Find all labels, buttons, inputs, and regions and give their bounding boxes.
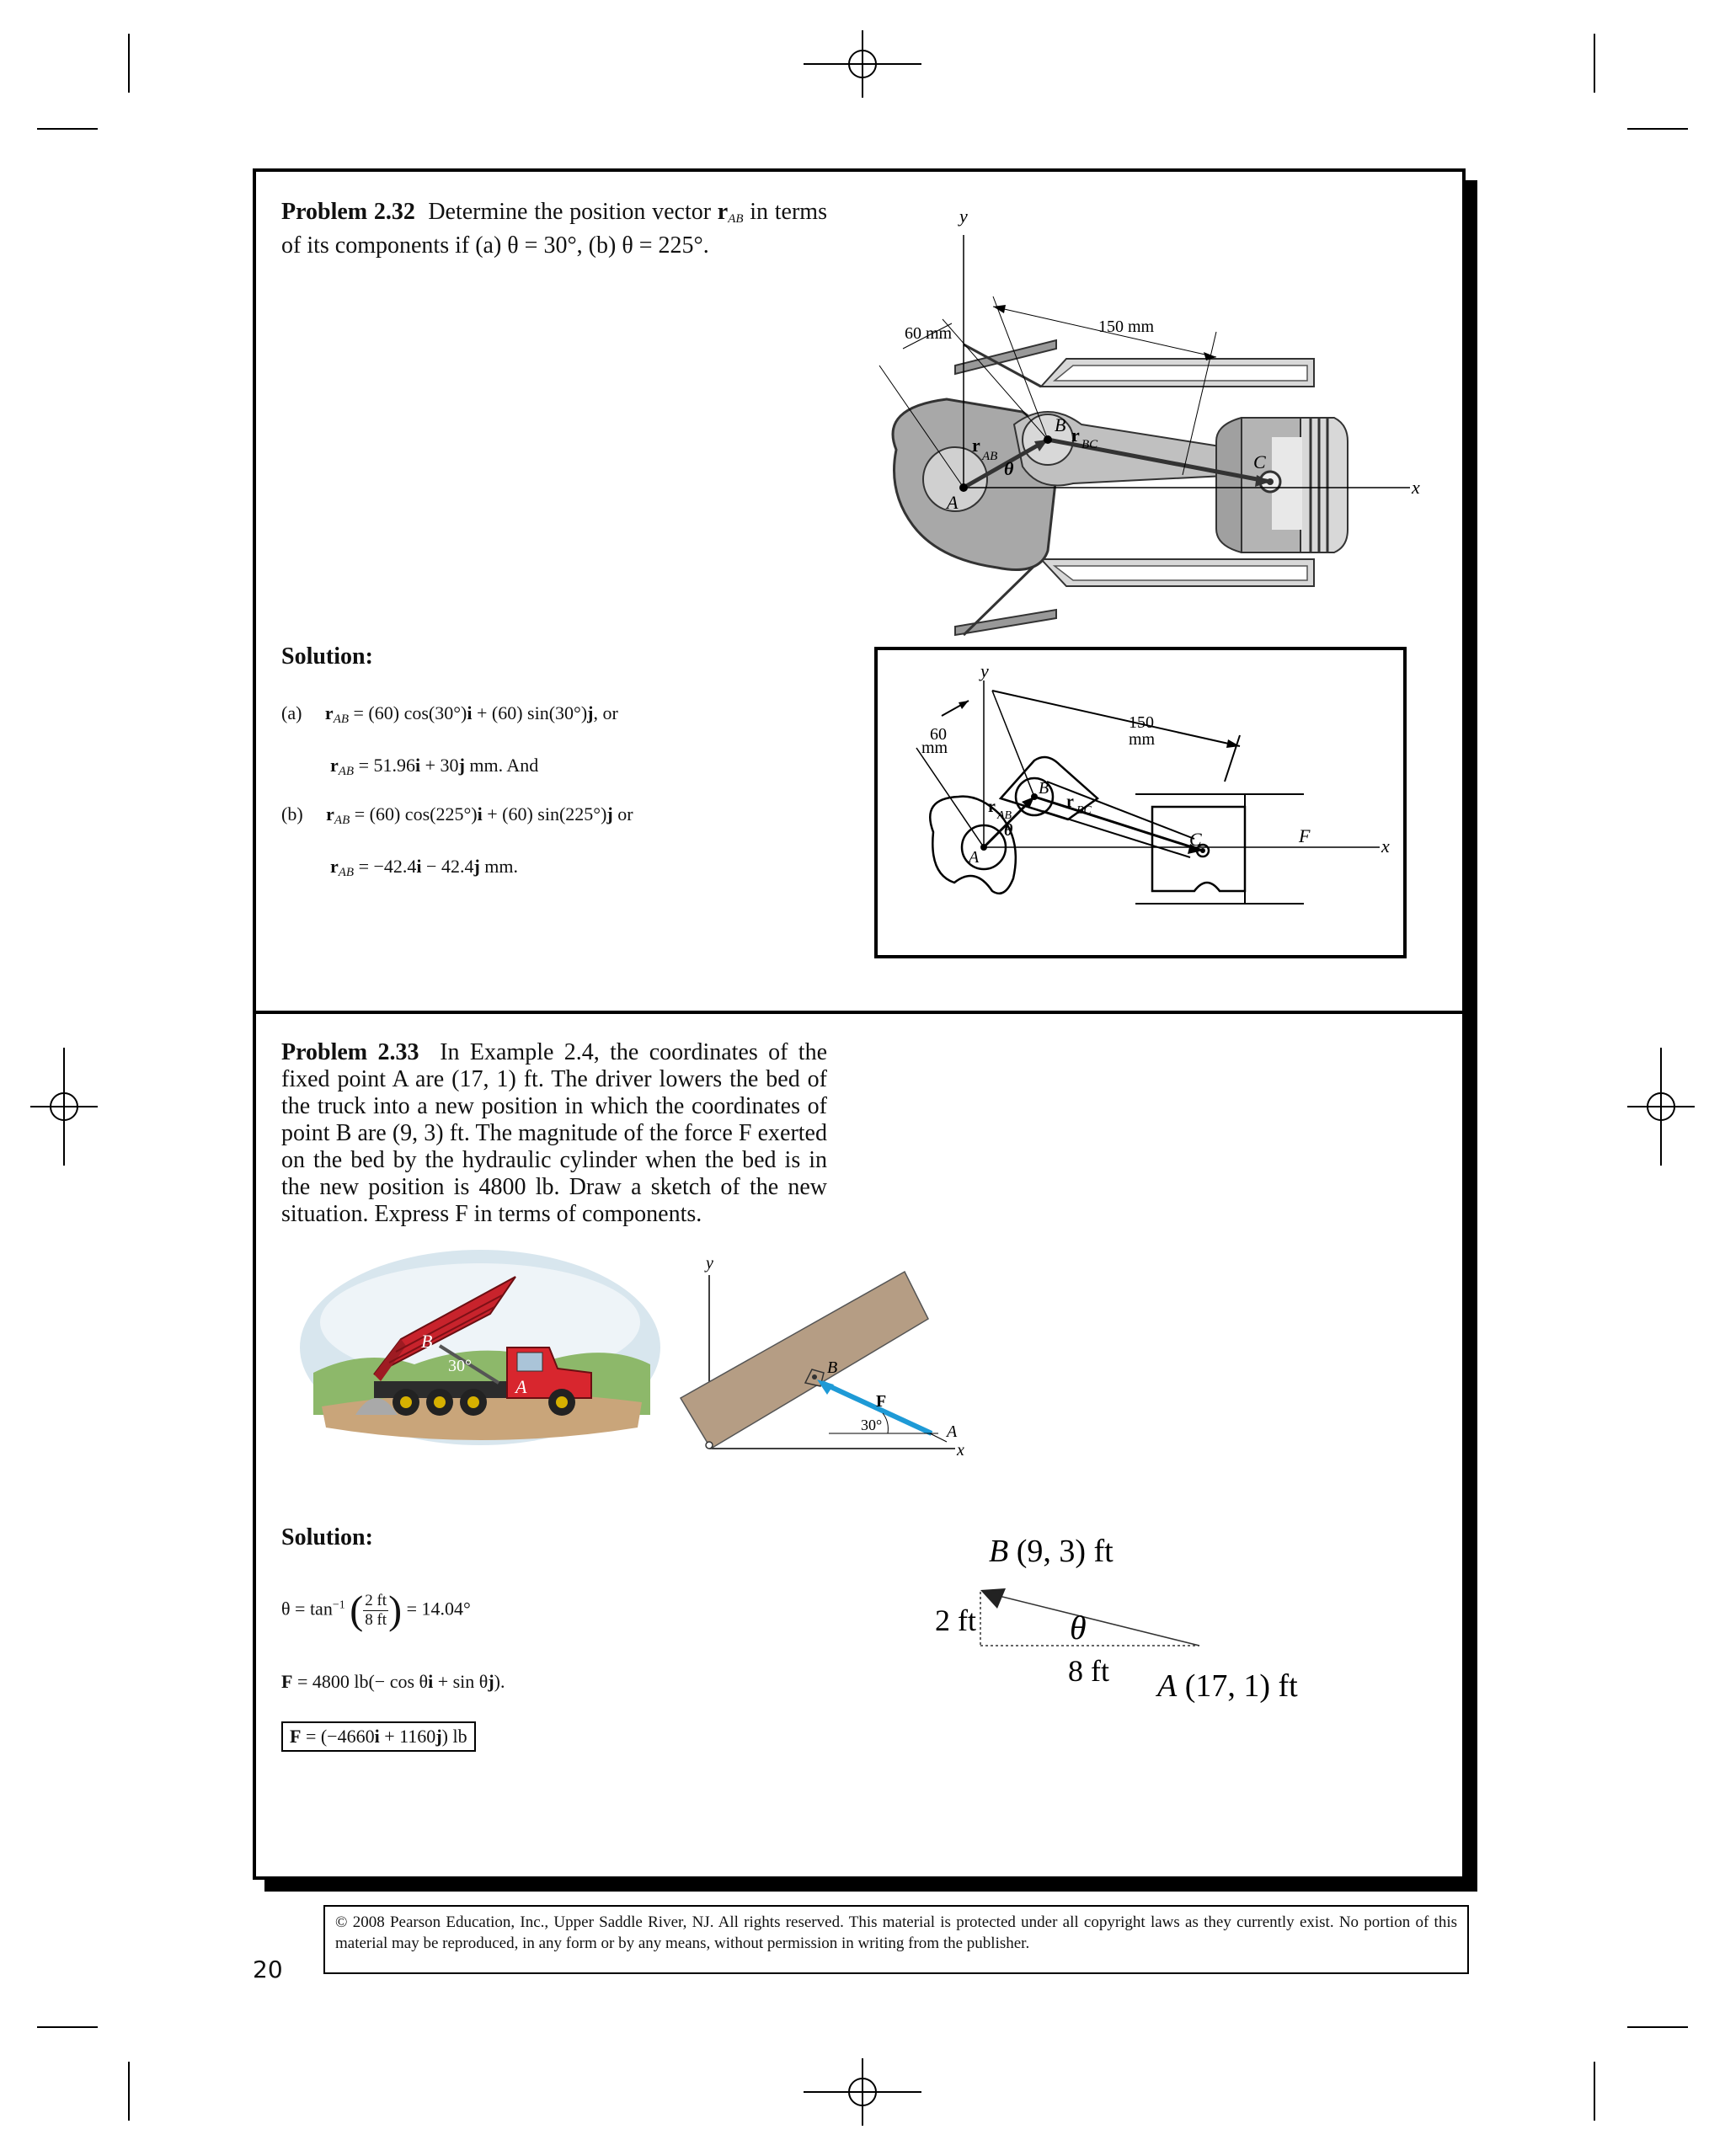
fig-label-rBC-sub: BC <box>1081 438 1098 451</box>
sketch-label-rBC-sub: BC <box>1076 804 1092 817</box>
horizontal-dimension-label: 8 ft <box>1068 1654 1109 1688</box>
sketch-label-A: A <box>969 848 980 867</box>
solution-b-line-2: $r_{AB} = -42.4i - 42.4j$ mm. <box>330 856 519 879</box>
diagram-label-y: y <box>706 1254 713 1273</box>
problem-label: Problem 2.32 <box>281 199 415 225</box>
problem-frame <box>253 168 1466 1880</box>
solution-a-line-2: $r_{AB} = 51.96i + 30j$ mm. And <box>330 755 539 778</box>
crop-mark <box>128 34 130 93</box>
final-answer-box: F = (−4660i + 1160j) lb <box>281 1721 476 1752</box>
fig-label-y: y <box>959 205 968 227</box>
sketch-label-60: 60 <box>930 725 947 744</box>
dump-truck-illustration <box>296 1246 664 1449</box>
crop-mark <box>1627 2026 1688 2028</box>
truck-label-angle: 30° <box>448 1357 472 1375</box>
crop-mark <box>1594 34 1595 93</box>
angle-theta-label: θ <box>1070 1609 1087 1646</box>
sketch-label-C: C <box>1189 829 1202 850</box>
solution-title: Solution: <box>281 643 373 670</box>
crop-mark <box>128 2062 130 2121</box>
sketch-label-x: x <box>1381 835 1390 857</box>
sketch-label-rAB: r <box>988 798 996 816</box>
point-B-label: B (9, 3) ft <box>989 1534 1114 1569</box>
problem-label: Problem 2.33 <box>281 1039 419 1065</box>
solution-force-equation: F = 4800 lb(− cos θi + sin θj). <box>281 1671 505 1692</box>
registration-mark-icon <box>30 1048 98 1166</box>
point-A-label: A (17, 1) ft <box>1157 1668 1298 1704</box>
problem-divider <box>256 1011 1462 1014</box>
crop-mark <box>1594 2062 1595 2121</box>
truck-label-B: B <box>421 1331 433 1352</box>
solution-theta-equation: $\theta = \tan^{-1}$ ( $\frac{2 ft}{8 ft}$ ) = 14.04° <box>281 1588 471 1633</box>
truck-label-A: A <box>515 1376 527 1397</box>
diagram-label-angle: 30° <box>861 1417 883 1433</box>
diagram-label-x: x <box>957 1441 964 1460</box>
crop-mark <box>1627 128 1688 130</box>
crop-mark <box>37 128 98 130</box>
fig-label-A: A <box>947 492 959 513</box>
solution-sketch-figure <box>874 647 1407 958</box>
fig-label-rBC: r <box>1071 424 1080 446</box>
fig-label-rAB: r <box>972 435 980 456</box>
diagram-label-F: F <box>876 1392 887 1411</box>
sketch-label-F: F <box>1299 825 1311 846</box>
sketch-label-y: y <box>980 660 989 681</box>
coordinate-sketch <box>862 1519 1418 1713</box>
diagram-label-B: B <box>827 1358 838 1377</box>
registration-mark-icon <box>1627 1048 1695 1166</box>
fig-label-C: C <box>1253 451 1266 472</box>
copyright-notice: © 2008 Pearson Education, Inc., Upper Saddle River, NJ. All rights reserved. This material is protected under all copyright laws as they currently exist. No portion of this material may be reproduced, in any form or by any means, without permission in writing from the publisher. <box>323 1905 1469 1974</box>
sketch-label-mm2: mm <box>1129 730 1156 749</box>
piston-figure <box>846 197 1435 669</box>
solution-title: Solution: <box>281 1524 373 1550</box>
sketch-label-theta: θ <box>1004 821 1013 840</box>
crop-mark <box>37 2026 98 2028</box>
bed-force-diagram <box>677 1246 997 1474</box>
page-number: 20 <box>253 1956 283 1983</box>
fig-label-150mm: 150 mm <box>1098 318 1155 336</box>
sketch-label-mm1: mm <box>921 739 948 757</box>
solution-b-line-1: (b) $r_{AB} = (60) \cos(225^\circ)i + (60)$ sin(225°)j or <box>281 803 633 827</box>
sketch-label-rBC: r <box>1066 792 1074 811</box>
fig-label-60mm: 60 mm <box>905 324 953 343</box>
fig-label-x: x <box>1412 477 1420 498</box>
problem-2-32-statement: Problem 2.32 Determine the position vector $r_{AB}$ in terms of its components if (a) θ = 30°, (b) θ = 225°. <box>281 199 827 259</box>
fig-label-theta: θ <box>1004 458 1014 479</box>
sketch-label-150: 150 <box>1129 713 1154 732</box>
fig-label-B: B <box>1055 414 1066 435</box>
registration-mark-icon <box>804 2058 921 2126</box>
fig-label-rAB-sub: AB <box>982 450 998 463</box>
problem-2-33-statement: Problem 2.33 In Example 2.4, the coordinates of the fixed point A are (17, 1) ft. The driver lowers the bed of the truck into a new position in which the coordinates of point B are (9, 3) ft. The magnitude of the force F exerted on the bed by the hydraulic cylinder when the bed is in the new position is 4800 lb. Draw a sketch of the new situation. Express F in terms of components. <box>281 1039 827 1227</box>
diagram-label-A: A <box>947 1422 958 1441</box>
sketch-label-B: B <box>1039 779 1049 798</box>
vertical-dimension-label: 2 ft <box>935 1604 976 1637</box>
solution-a-line-1: (a) $r_{AB} = (60) \cos(30^\circ)i + (60)$ sin(30°)j, or <box>281 702 618 726</box>
sketch-label-rAB-sub: AB <box>997 809 1012 822</box>
registration-mark-icon <box>804 30 921 98</box>
